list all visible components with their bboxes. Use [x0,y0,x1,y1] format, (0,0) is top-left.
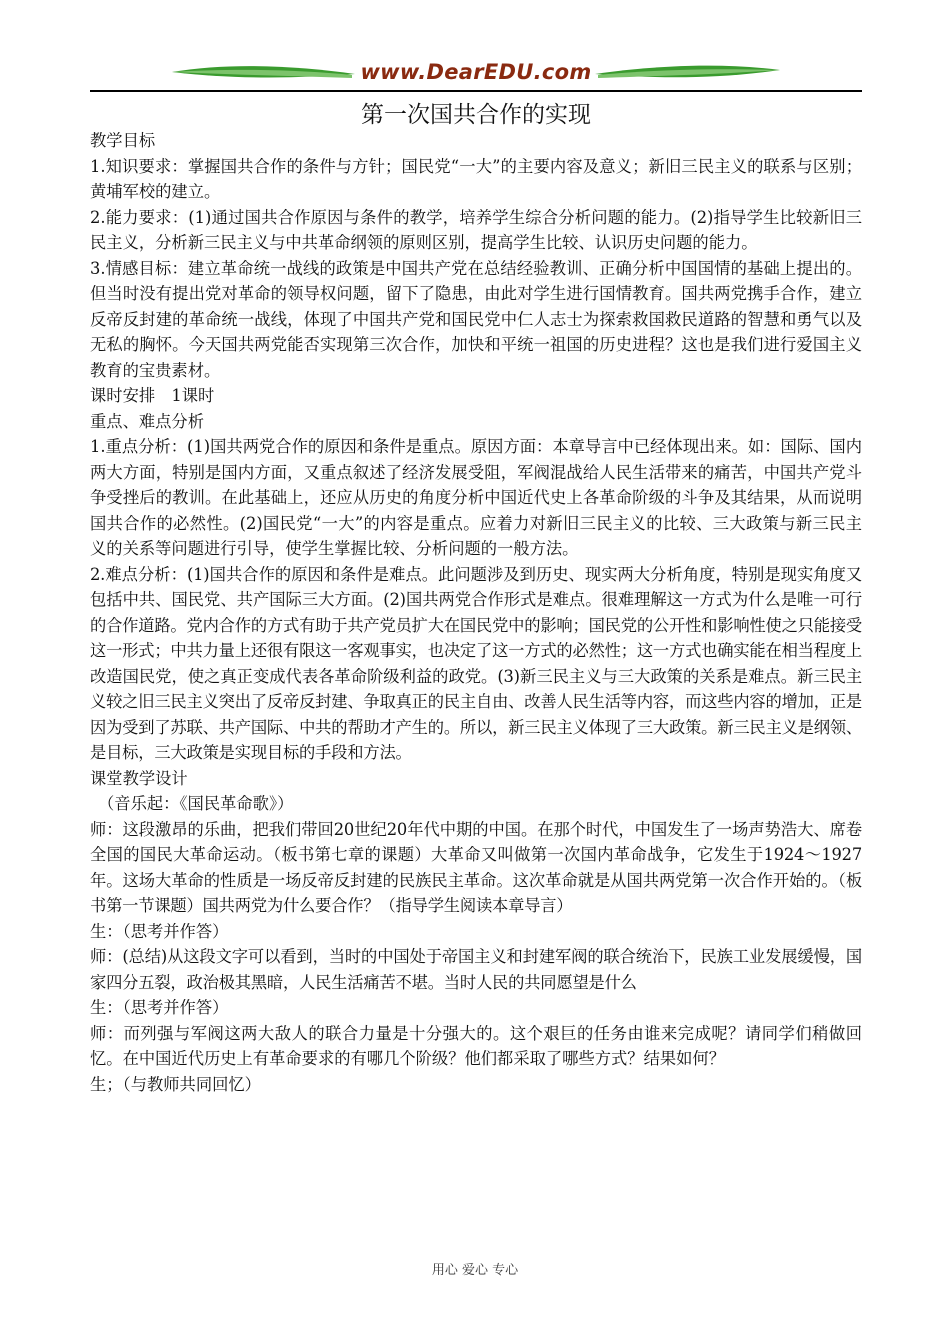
page-footer: 用心 爱心 专心 [431,1263,519,1278]
teacher-line-intro: 师：这段激昂的乐曲，把我们带回20世纪20年代中期的中国。在那个时代，中国发生了一场声势浩大、席卷全国的国民大革命运动。（板书第七章的课题）大革命又叫做第一次国内革命战争，它发生于1924～1927年。这场大革命的性质是一场反帝反封建的民族民主革命。这次革命就是从国共两党第一次合作开始的。（板书第一节课题）国共两党为什么要合作？（指导学生阅读本章导言） [90,819,862,915]
section-heading-objectives: 教学目标 [90,131,156,150]
teacher-line-summary: 师：(总结)从这段文字可以看到，当时的中国处于帝国主义和封建军阀的联合统治下，民族工业发展缓慢，国家四分五裂，政治极其黑暗，人民生活痛苦不堪。当时人民的共同愿望是什么 [90,947,862,992]
paragraph-key-analysis: 1.重点分析：(1)国共两党合作的原因和条件是重点。原因方面：本章导言中已经体现出来。如：国际、国内两大方面，特别是国内方面，又重点叙述了经济发展受阻，军阀混战给人民生活带来的痛苦，中国共产党斗争受挫后的教训。在此基础上，还应从历史的角度分析中国近代史上各革命阶级的斗争及其结果，从而说明国共合作的必然性。(2)国民党“一大”的内容是重点。应着力对新旧三民主义的比较、三大政策与新三民主义的关系等问题进行引导，使学生掌握比较、分析问题的一般方法。 [90,437,862,558]
section-heading-classroom-design: 课堂教学设计 [90,768,188,788]
paragraph-difficulty-analysis: 2.难点分析：(1)国共合作的原因和条件是难点。此问题涉及到历史、现实两大分析角度，特别是现实角度又包括中共、国民党、共产国际三大方面。(2)国共两党合作形式是难点。很难理解这一方式为什么是唯一可行的合作道路。党内合作的方式有助于共产党员扩大在国民党中的影响；国民党的公开性和影响性使之只能接受这一形式；中共力量上还很有限这一客观事实，也决定了这一方式的必然性；这一方式也确实能在相当程度上改造国民党，使之真正变成代表各革命阶级利益的政党。(3)新三民主义与三大政策的关系是难点。新三民主义较之旧三民主义突出了反帝反封建、争取真正的民主自由、改善人民生活等内容，而这些内容的增加，正是因为受到了苏联、共产国际、中共的帮助才产生的。所以，新三民主义体现了三大政策。新三民主义是纲领、是目标，三大政策是实现目标的手段和方法。 [90,564,862,762]
student-line-2: 生：（思考并作答） [90,998,229,1017]
document-body [90,128,862,1097]
section-heading-key-points: 重点、难点分析 [90,411,204,431]
site-logo-text: www.DearEDU.com [360,60,592,84]
teacher-line-question: 师：而列强与军阀这两大敌人的联合力量是十分强大的。这个艰巨的任务由谁来完成呢？请同学们稍做回忆。在中国近代历史上有革命要求的有哪几个阶级？他们都采取了哪些方式？结果如何？ [90,1023,862,1068]
student-line-3: 生；（与教师共同回忆） [90,1074,261,1094]
paragraph-emotion-objective: 3.情感目标：建立革命统一战线的政策是中国共产党在总结经验教训、正确分析中国国情的基础上提出的。但当时没有提出党对革命的领导权问题，留下了隐患，由此对学生进行国情教育。国共两党携手合作，建立反帝反封建的革命统一战线，体现了中国共产党和国民党中仁人志士为探索救国救民道路的智慧和勇气以及无私的胸怀。今天国共两党能否实现第三次合作，加快和平统一祖国的历史进程？这也是我们进行爱国主义教育的宝贵素材。 [90,258,862,380]
class-hours: 课时安排 1课时 [90,386,215,405]
paragraph-ability-requirement: 2.能力要求：(1)通过国共合作原因与条件的教学，培养学生综合分析问题的能力。(2)指导学生比较新旧三民主义，分析新三民主义与中共革命纲领的原则区别，提高学生比较、认识历史问题的能力。 [90,207,862,252]
student-line-1: 生：（思考并作答） [90,921,229,941]
paragraph-knowledge-requirement: 1.知识要求：掌握国共合作的条件与方针；国民党“一大”的主要内容及意义；新旧三民主义的联系与区别；黄埔军校的建立。 [90,156,862,201]
document-title: 第一次国共合作的实现 [361,102,591,128]
header-divider [90,90,862,92]
stage-direction-music: （音乐起：《国民革命歌》） [98,794,294,813]
